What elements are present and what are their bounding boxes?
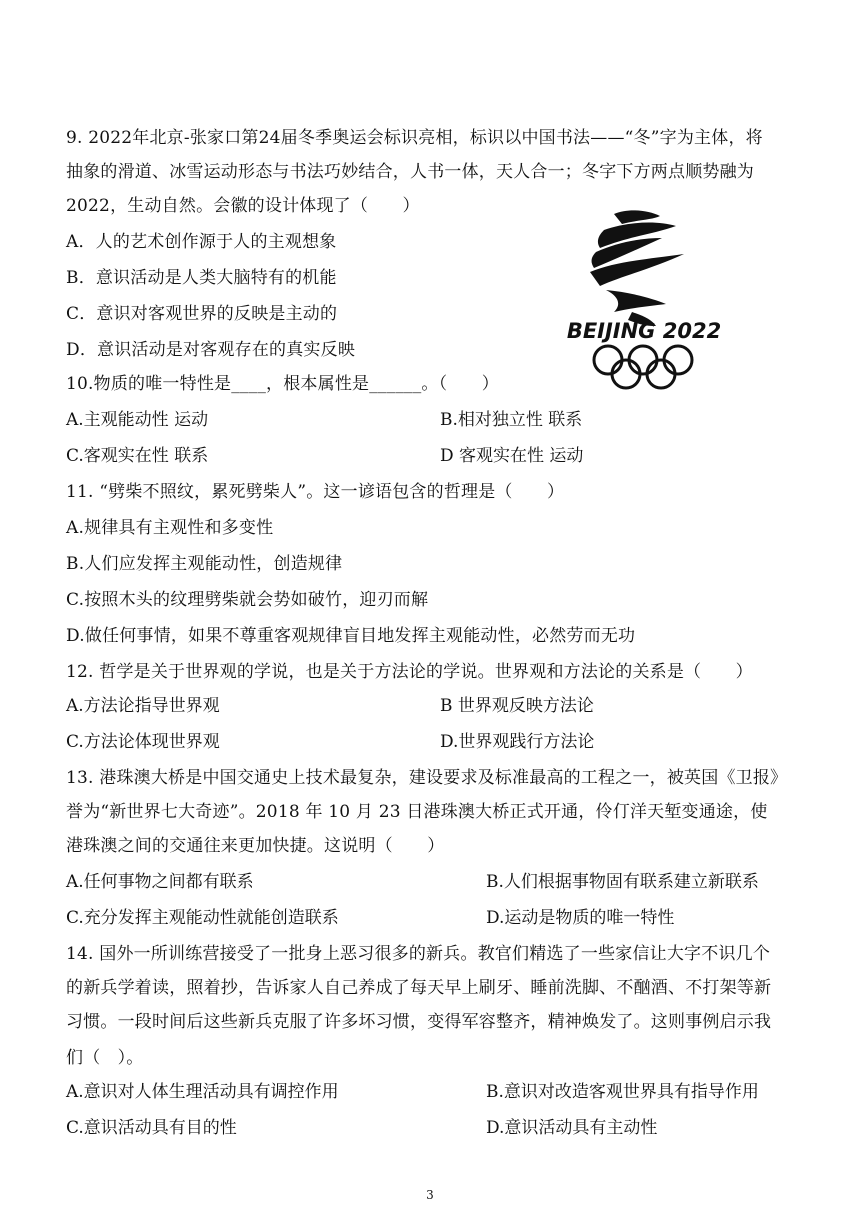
q12-option-a: A.方法论指导世界观 <box>66 696 220 716</box>
q12-stem: 12. 哲学是关于世界观的学说，也是关于方法论的学说。世界观和方法论的关系是（ ） <box>66 662 753 682</box>
q11-option-b: B.人们应发挥主观能动性，创造规律 <box>66 554 343 574</box>
q12-option-d: D.世界观践行方法论 <box>440 732 595 752</box>
beijing-2022-emblem <box>556 208 732 394</box>
q14-stem-line-3: 习惯。一段时间后这些新兵克服了许多坏习惯，变得军容整齐，精神焕发了。这则事例启示我 <box>66 1012 772 1032</box>
emblem-text: BEIJING 2022 <box>566 319 722 343</box>
emblem-stroke-top <box>614 210 660 224</box>
q9-stem-line-3: 2022，生动自然。会徽的设计体现了（ ） <box>66 196 420 216</box>
q14-option-d: D.意识活动具有主动性 <box>486 1118 658 1138</box>
q9-stem-line-2: 抽象的滑道、冰雪运动形态与书法巧妙结合，人书一体，天人合一；冬字下方两点顺势融为 <box>66 162 754 182</box>
q11-stem: 11. “劈柴不照纹，累死劈柴人”。这一谚语包含的哲理是（ ） <box>66 482 565 502</box>
olympic-rings-icon <box>594 346 692 388</box>
q13-stem-line-1: 13. 港珠澳大桥是中国交通史上技术最复杂，建设要求及标准最高的工程之一，被英国《卫报》 <box>66 768 788 788</box>
q9-option-d: D．意识活动是对客观存在的真实反映 <box>66 340 356 360</box>
emblem-stroke-lower <box>606 290 666 312</box>
q9-stem-line-1: 9. 2022年北京-张家口第24届冬季奥运会标识亮相，标识以中国书法——“冬”字为主体，将 <box>66 128 763 148</box>
q10-option-a: A.主观能动性 运动 <box>66 410 209 430</box>
q10-stem: 10.物质的唯一特性是____，根本属性是______。（ ） <box>66 374 499 394</box>
q14-stem-line-2: 的新兵学着读，照着抄，告诉家人自己养成了每天早上刷牙、睡前洗脚、不酗酒、不打架等新 <box>66 978 772 998</box>
emblem-graphic <box>556 208 732 394</box>
q14-stem-line-4: 们（ ）。 <box>66 1048 144 1068</box>
q14-stem-line-1: 14. 国外一所训练营接受了一批身上恶习很多的新兵。教官们精选了一些家信让大字不识几个 <box>66 944 771 964</box>
q14-option-a: A.意识对人体生理活动具有调控作用 <box>66 1082 339 1102</box>
q13-stem-line-2: 誉为“新世界七大奇迹”。2018 年 10 月 23 日港珠澳大桥正式开通，伶仃洋天堑变通途，使 <box>66 802 768 822</box>
q10-option-c: C.客观实在性 联系 <box>66 446 209 466</box>
q13-option-c: C.充分发挥主观能动性就能创造联系 <box>66 908 339 928</box>
q13-stem-line-3: 港珠澳之间的交通往来更加快捷。这说明（ ） <box>66 836 445 856</box>
q12-option-c: C.方法论体现世界观 <box>66 732 220 752</box>
q11-option-a: A.规律具有主观性和多变性 <box>66 518 274 538</box>
q13-option-d: D.运动是物质的唯一特性 <box>486 908 675 928</box>
q9-option-a: A．人的艺术创作源于人的主观想象 <box>66 232 337 252</box>
q12-option-b: B 世界观反映方法论 <box>440 696 594 716</box>
q9-option-c: C．意识对客观世界的反映是主动的 <box>66 304 338 324</box>
page-number: 3 <box>426 1188 434 1202</box>
q13-option-b: B.人们根据事物固有联系建立新联系 <box>486 872 759 892</box>
q14-option-b: B.意识对改造客观世界具有指导作用 <box>486 1082 759 1102</box>
q9-option-b: B．意识活动是人类大脑特有的机能 <box>66 268 337 288</box>
q14-option-c: C.意识活动具有目的性 <box>66 1118 237 1138</box>
q13-option-a: A.任何事物之间都有联系 <box>66 872 254 892</box>
q11-option-d: D.做任何事情，如果不尊重客观规律盲目地发挥主观能动性，必然劳而无功 <box>66 626 636 646</box>
q10-option-d: D 客观实在性 运动 <box>440 446 584 466</box>
q10-option-b: B.相对独立性 联系 <box>440 410 583 430</box>
q11-option-c: C.按照木头的纹理劈柴就会势如破竹，迎刃而解 <box>66 590 429 610</box>
